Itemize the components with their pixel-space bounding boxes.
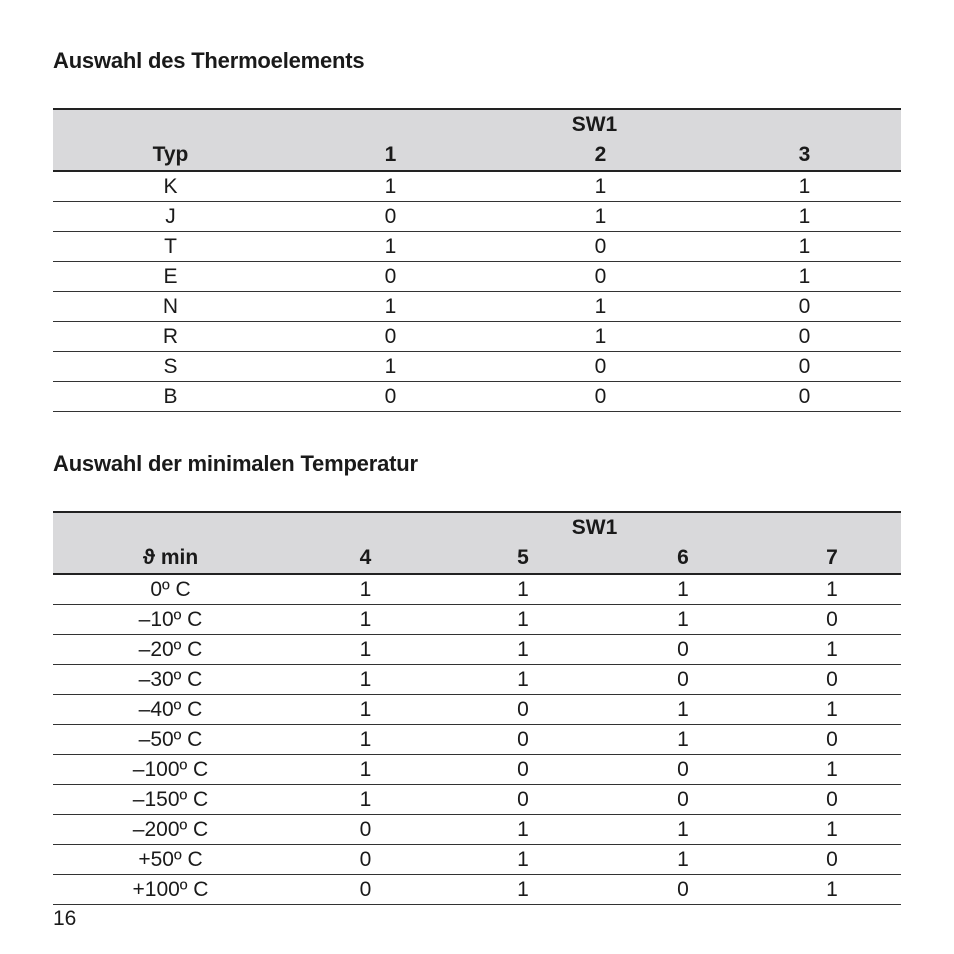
column-header-switch: 3	[708, 140, 901, 171]
table-column-header-row	[53, 140, 901, 171]
sw1-group-header: SW1	[288, 512, 901, 543]
switch-value-cell: 1	[708, 232, 901, 262]
row-label-cell: –50º C	[53, 725, 288, 755]
table-row	[53, 382, 901, 412]
switch-value-cell: 1	[493, 292, 708, 322]
column-header-switch: 1	[288, 140, 493, 171]
switch-value-cell: 0	[763, 785, 901, 815]
switch-value-cell: 1	[288, 665, 443, 695]
row-label-cell: +100º C	[53, 875, 288, 905]
column-header-switch: 6	[603, 543, 763, 574]
column-header-switch: 7	[763, 543, 901, 574]
switch-value-cell: 1	[443, 635, 603, 665]
switch-value-cell: 1	[603, 574, 763, 605]
row-label-cell: –40º C	[53, 695, 288, 725]
switch-value-cell: 1	[603, 725, 763, 755]
switch-value-cell: 0	[443, 785, 603, 815]
row-label-cell: B	[53, 382, 288, 412]
row-label-cell: E	[53, 262, 288, 292]
column-header-typ: Typ	[53, 140, 288, 171]
row-label-cell: S	[53, 352, 288, 382]
page-number: 16	[53, 907, 77, 930]
switch-value-cell: 0	[603, 665, 763, 695]
table-row	[53, 725, 901, 755]
switch-value-cell: 1	[288, 605, 443, 635]
row-label-cell: –20º C	[53, 635, 288, 665]
switch-value-cell: 1	[708, 202, 901, 232]
switch-value-cell: 0	[288, 262, 493, 292]
sw1-group-header: SW1	[288, 109, 901, 140]
switch-value-cell: 0	[493, 382, 708, 412]
min-temperature-table-body	[53, 574, 901, 905]
table-row	[53, 171, 901, 202]
switch-value-cell: 1	[288, 635, 443, 665]
thermocouple-selection-heading: Auswahl des Thermoelements	[53, 48, 365, 73]
table-row	[53, 605, 901, 635]
switch-value-cell: 0	[603, 635, 763, 665]
switch-value-cell: 1	[763, 815, 901, 845]
row-label-cell: +50º C	[53, 845, 288, 875]
row-label-cell: –30º C	[53, 665, 288, 695]
row-label-cell: –200º C	[53, 815, 288, 845]
switch-value-cell: 1	[288, 574, 443, 605]
switch-value-cell: 0	[708, 352, 901, 382]
switch-value-cell: 0	[288, 322, 493, 352]
switch-value-cell: 1	[288, 232, 493, 262]
thermocouple-table-body	[53, 171, 901, 412]
table-row	[53, 635, 901, 665]
switch-value-cell: 0	[288, 815, 443, 845]
switch-value-cell: 1	[763, 695, 901, 725]
switch-value-cell: 0	[493, 352, 708, 382]
switch-value-cell: 1	[288, 755, 443, 785]
table-row	[53, 665, 901, 695]
row-label-cell: –100º C	[53, 755, 288, 785]
table-row	[53, 875, 901, 905]
switch-value-cell: 1	[443, 875, 603, 905]
switch-value-cell: 1	[763, 574, 901, 605]
switch-value-cell: 0	[493, 232, 708, 262]
switch-value-cell: 1	[708, 171, 901, 202]
table-row	[53, 202, 901, 232]
table-row	[53, 695, 901, 725]
table-row	[53, 845, 901, 875]
row-label-cell: N	[53, 292, 288, 322]
switch-value-cell: 1	[603, 845, 763, 875]
switch-value-cell: 0	[708, 322, 901, 352]
min-temperature-heading: Auswahl der minimalen Temperatur	[53, 451, 418, 476]
switch-value-cell: 1	[708, 262, 901, 292]
column-header-switch: 5	[443, 543, 603, 574]
switch-value-cell: 0	[708, 292, 901, 322]
min-temperature-table	[53, 511, 901, 905]
thermocouple-table	[53, 108, 901, 412]
table-row	[53, 815, 901, 845]
switch-value-cell: 0	[443, 695, 603, 725]
table-row	[53, 785, 901, 815]
switch-value-cell: 0	[763, 845, 901, 875]
switch-value-cell: 1	[493, 322, 708, 352]
switch-value-cell: 0	[288, 382, 493, 412]
switch-value-cell: 0	[443, 725, 603, 755]
row-label-cell: –10º C	[53, 605, 288, 635]
table-column-header-row	[53, 543, 901, 574]
switch-value-cell: 1	[288, 725, 443, 755]
switch-value-cell: 1	[288, 171, 493, 202]
switch-value-cell: 1	[603, 695, 763, 725]
row-label-cell: 0º C	[53, 574, 288, 605]
switch-value-cell: 0	[603, 875, 763, 905]
switch-value-cell: 0	[763, 725, 901, 755]
switch-value-cell: 1	[288, 785, 443, 815]
row-label-cell: R	[53, 322, 288, 352]
switch-value-cell: 1	[443, 605, 603, 635]
switch-value-cell: 0	[288, 845, 443, 875]
switch-value-cell: 0	[708, 382, 901, 412]
row-label-cell: T	[53, 232, 288, 262]
switch-value-cell: 0	[288, 202, 493, 232]
switch-value-cell: 0	[603, 755, 763, 785]
switch-value-cell: 1	[603, 605, 763, 635]
table-row	[53, 262, 901, 292]
switch-value-cell: 1	[443, 845, 603, 875]
table-group-header-row	[53, 512, 901, 543]
switch-value-cell: 1	[763, 755, 901, 785]
switch-value-cell: 0	[763, 665, 901, 695]
switch-value-cell: 1	[493, 171, 708, 202]
row-label-cell: –150º C	[53, 785, 288, 815]
table-group-header-row	[53, 109, 901, 140]
switch-value-cell: 0	[493, 262, 708, 292]
row-label-cell: K	[53, 171, 288, 202]
table-row	[53, 232, 901, 262]
switch-value-cell: 0	[603, 785, 763, 815]
column-header-switch: 4	[288, 543, 443, 574]
table-row	[53, 352, 901, 382]
table-row	[53, 574, 901, 605]
switch-value-cell: 1	[493, 202, 708, 232]
table-row	[53, 322, 901, 352]
switch-value-cell: 1	[763, 635, 901, 665]
row-label-cell: J	[53, 202, 288, 232]
switch-value-cell: 1	[443, 815, 603, 845]
table-row	[53, 755, 901, 785]
switch-value-cell: 1	[288, 292, 493, 322]
switch-value-cell: 0	[763, 605, 901, 635]
switch-value-cell: 1	[443, 574, 603, 605]
switch-value-cell: 1	[763, 875, 901, 905]
switch-value-cell: 0	[443, 755, 603, 785]
table-row	[53, 292, 901, 322]
switch-value-cell: 1	[443, 665, 603, 695]
column-header-min-temp: ϑ min	[53, 543, 288, 574]
switch-value-cell: 1	[603, 815, 763, 845]
switch-value-cell: 1	[288, 695, 443, 725]
column-header-switch: 2	[493, 140, 708, 171]
switch-value-cell: 1	[288, 352, 493, 382]
switch-value-cell: 0	[288, 875, 443, 905]
